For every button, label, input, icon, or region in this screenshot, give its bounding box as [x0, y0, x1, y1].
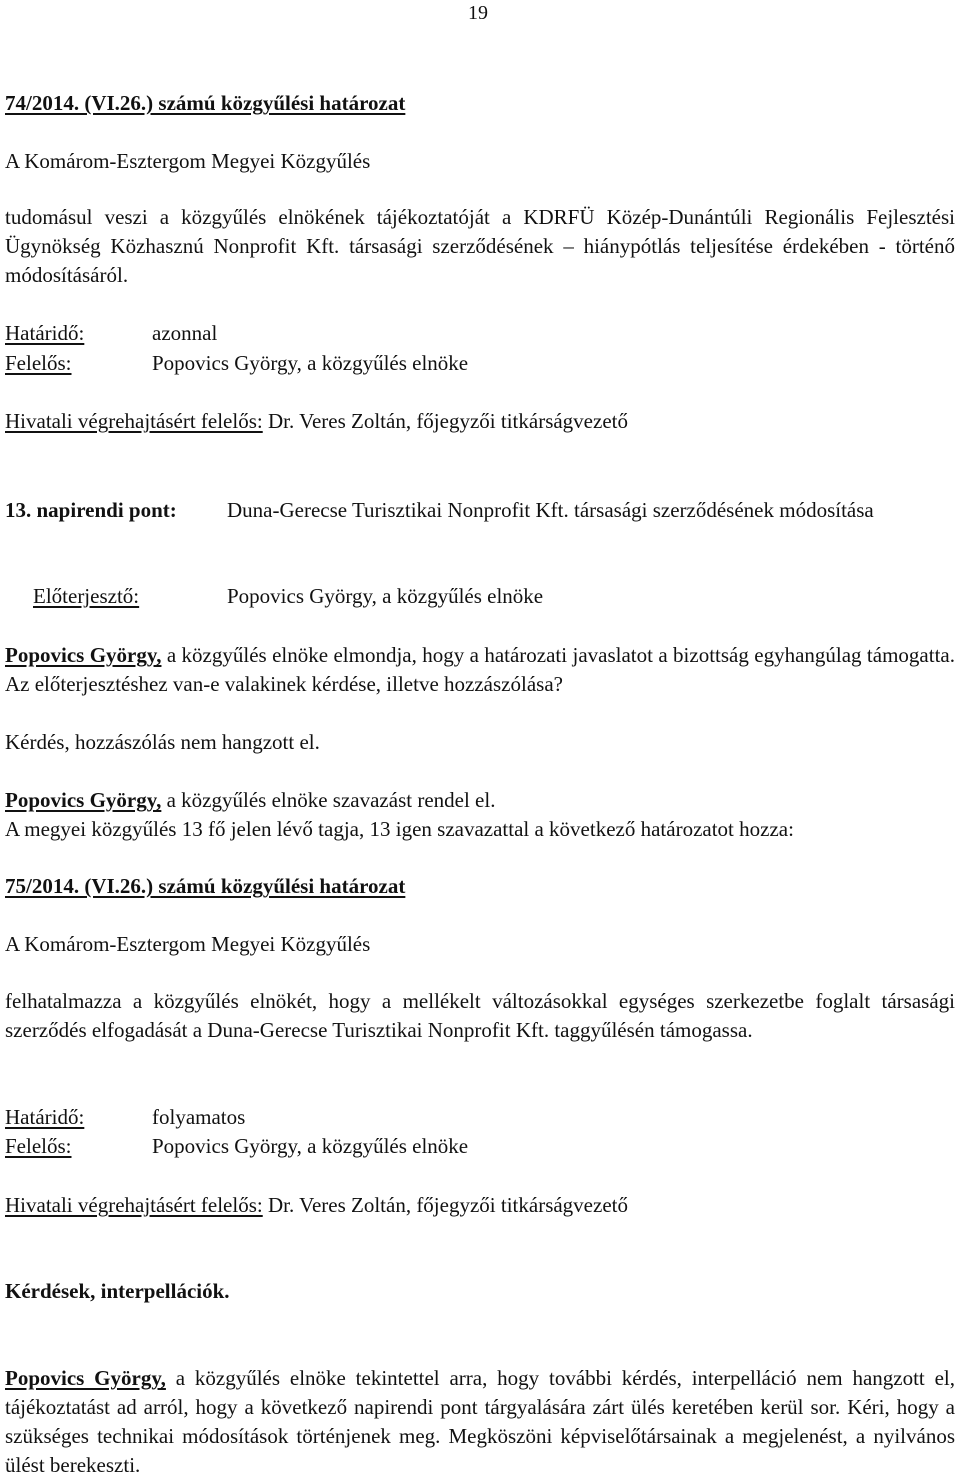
resolution-74-deadline-row [5, 321, 217, 345]
deadline-label: Határidő: [5, 1105, 85, 1129]
responsible-value: Popovics György, a közgyűlés elnöke [152, 1134, 469, 1158]
resolution-75-title: 75/2014. (VI.26.) számú közgyűlési határozat [5, 874, 406, 898]
speaker-name: Popovics György, [5, 788, 162, 812]
agenda-number-label: 13. napirendi pont: [5, 498, 177, 522]
page-number: 19 [468, 2, 488, 24]
office-label: Hivatali végrehajtásért felelős: [5, 1193, 263, 1217]
resolution-74-text: tudomásul veszi a közgyűlés elnökének tájékoztatóját a KDRFÜ Közép-Dunántúli Regionális Fejlesztési Ügynökség Közhasznú Nonprofit Kft. társasági szerződésének – hiánypótlás teljesítése érdekében - történő módosításáról. [5, 205, 955, 287]
agenda-title: Duna-Gerecse Turisztikai Nonprofit Kft. társasági szerződésének módosítása [227, 498, 874, 522]
minutes-paragraph-1 [5, 641, 955, 699]
deadline-value: azonnal [152, 321, 218, 345]
responsible-label: Felelős: [5, 1134, 72, 1158]
resolution-75-deadline-row [5, 1105, 245, 1129]
responsible-value: Popovics György, a közgyűlés elnöke [152, 351, 469, 375]
resolution-74-responsible-row [5, 351, 468, 375]
minutes-paragraph-3-text: a közgyűlés elnöke szavazást rendel el. [161, 788, 496, 812]
speaker-name: Popovics György, [5, 1366, 166, 1390]
minutes-paragraph-4: A megyei közgyűlés 13 fő jelen lévő tagja, 13 igen szavazattal a következő határozatot hozza: [5, 817, 794, 841]
questions-heading: Kérdések, interpellációk. [5, 1279, 230, 1303]
speaker-name: Popovics György, [5, 643, 162, 667]
office-value: Dr. Veres Zoltán, főjegyzői titkárságvezető [267, 1193, 628, 1217]
minutes-paragraph-1-text: a közgyűlés elnöke elmondja, hogy a határozati javaslatot a bizottság egyhangúlag támogatta. Az előterjesztéshez van-e valakinek kérdése, illetve hozzászólása? [5, 643, 955, 696]
resolution-74-office-row [5, 409, 628, 433]
minutes-paragraph-3 [5, 788, 495, 812]
resolution-75-text: felhatalmazza a közgyűlés elnökét, hogy a mellékelt változásokkal egységes szerkezetbe foglalt társasági szerződés elfogadását a Duna-Gerecse Turisztikai Nonprofit Kft. taggyűlésén támogassa. [5, 989, 955, 1042]
deadline-label: Határidő: [5, 321, 85, 345]
questions-paragraph-text: a közgyűlés elnöke tekintettel arra, hogy további kérdés, interpelláció nem hangzott el, tájékoztatást ad arról, hogy a következő napirendi pont tárgyalására zárt ülés keretében kerül sor. Kéri, hogy a szükséges technikai módosítások történjenek meg. Megköszöni képviselőtársainak a megjelenést, a nyilvános ülést berekeszti. [5, 1366, 955, 1477]
resolution-75-office-row [5, 1193, 628, 1217]
resolution-75-body-name: A Komárom-Esztergom Megyei Közgyűlés [5, 932, 371, 956]
presenter-label: Előterjesztő: [33, 584, 140, 608]
presenter-row [33, 584, 543, 608]
questions-paragraph [5, 1364, 955, 1480]
resolution-74-title: 74/2014. (VI.26.) számú közgyűlési határozat [5, 91, 406, 115]
resolution-75-responsible-row [5, 1134, 468, 1158]
office-label: Hivatali végrehajtásért felelős: [5, 409, 263, 433]
presenter-value: Popovics György, a közgyűlés elnöke [227, 584, 544, 608]
office-value: Dr. Veres Zoltán, főjegyzői titkárságvezető [267, 409, 628, 433]
responsible-label: Felelős: [5, 351, 72, 375]
resolution-74-body-name: A Komárom-Esztergom Megyei Közgyűlés [5, 149, 371, 173]
minutes-paragraph-2: Kérdés, hozzászólás nem hangzott el. [5, 730, 320, 754]
deadline-value: folyamatos [152, 1105, 246, 1129]
